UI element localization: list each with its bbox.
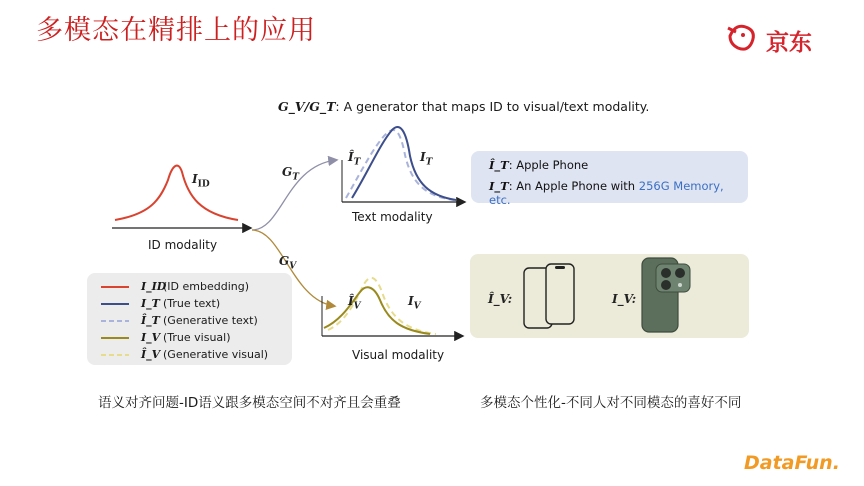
legend-item-id: I_ID (ID embedding) (141, 279, 250, 293)
g-t-label: $G_T$ (282, 165, 299, 183)
caption-right: 多模态个性化-不同人对不同模态的喜好不同 (480, 395, 742, 411)
i-t-label: $I_T$ (420, 150, 433, 168)
visual-box-true-label: I_V: (612, 292, 637, 306)
id-modality-label: ID modality (148, 238, 218, 252)
page-title: 多模态在精排上的应用 (36, 15, 316, 46)
visual-modality-box (470, 254, 749, 338)
datafun-logo: DataFun. (744, 452, 840, 474)
caption-left: 语义对齐问题-ID语义跟多模态空间不对齐且会重叠 (98, 395, 401, 411)
text-modality-box (471, 151, 748, 207)
legend-line-generative-text (101, 318, 131, 324)
brand-logo-text: 京东 (766, 30, 812, 56)
subtitle-text: : A generator that maps ID to visual/text modality. (335, 99, 650, 114)
i-hat-t-label: $Î_T$ (348, 150, 361, 168)
i-hat-v-label: $Î_V$ (348, 294, 361, 312)
text-box-row-true: I_T: An Apple Phone with 256G Memory, etc. (489, 179, 724, 207)
legend-item-generative-text: Î_T (Generative text) (141, 313, 258, 327)
legend-line-generative-visual (101, 352, 131, 358)
phone-outline-icon (522, 262, 578, 332)
visual-modality-label: Visual modality (352, 348, 445, 362)
legend-line-id (101, 284, 131, 290)
legend-line-true-visual (101, 335, 131, 341)
subtitle-symbol: G_V/G_T (278, 99, 336, 114)
legend-line-true-text (101, 301, 131, 307)
legend-item-generative-visual: Î_V (Generative visual) (141, 347, 269, 361)
generative-text-curve (346, 130, 454, 200)
green-phone-icon (640, 256, 692, 334)
legend-item-true-text: I_T (True text) (141, 296, 221, 310)
legend-item-true-visual: I_V (True visual) (141, 330, 231, 344)
visual-box-generative-label: Î_V: (488, 292, 513, 306)
legend-box (87, 273, 292, 365)
i-v-label: $I_V$ (408, 294, 421, 312)
text-modality-label: Text modality (352, 210, 433, 224)
text-box-row-generative: Î_T: Apple Phone (489, 158, 589, 172)
true-text-curve (352, 127, 456, 200)
i-id-label: $I_{ID}$ (192, 172, 210, 190)
g-v-label: $G_V$ (279, 254, 297, 272)
id-embedding-curve (115, 166, 238, 220)
